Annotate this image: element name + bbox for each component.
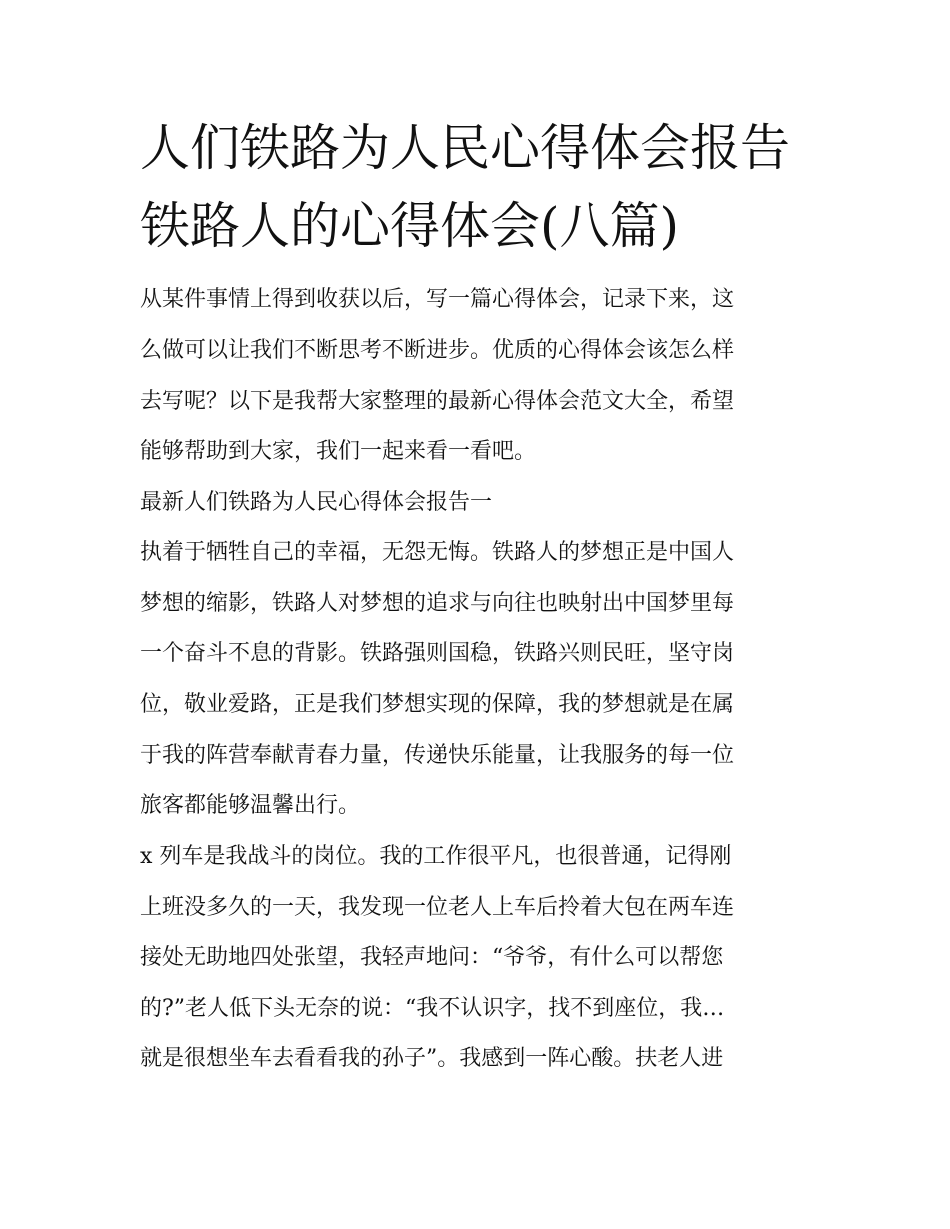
intro-line-4: 能够帮助到大家，我们一起来看一看吧。: [140, 439, 537, 464]
paragraph1-line-5: 于我的阵营奉献青春力量，传递快乐能量，让我服务的每一位: [140, 743, 735, 768]
paragraph2-line-2: 上班没多久的一天，我发现一位老人上车后拎着大包在两车连: [140, 895, 735, 920]
document-title-line-2: 铁路人的心得体会(八篇): [140, 197, 680, 255]
paragraph2-line-1: x 列车是我战斗的岗位。我的工作很平凡，也很普通，记得刚: [140, 844, 732, 869]
paragraph1-line-3: 一个奋斗不息的背影。铁路强则国稳，铁路兴则民旺，坚守岗: [140, 641, 735, 666]
paragraph2-line-5: 就是很想坐车去看看我的孙子”。我感到一阵心酸。扶老人进: [140, 1046, 724, 1071]
paragraph1-line-6: 旅客都能够温馨出行。: [140, 793, 361, 818]
section-heading: 最新人们铁路为人民心得体会报告一: [140, 490, 493, 515]
intro-line-1: 从某件事情上得到收获以后，写一篇心得体会，记录下来，这: [140, 287, 735, 312]
document-title-line-1: 人们铁路为人民心得体会报告: [140, 119, 790, 177]
intro-line-3: 去写呢？以下是我帮大家整理的最新心得体会范文大全，希望: [140, 389, 735, 414]
paragraph1-line-1: 执着于牺牲自己的幸福，无怨无悔。铁路人的梦想正是中国人: [140, 540, 735, 565]
paragraph2-line-3: 接处无助地四处张望，我轻声地问：“爷爷，有什么可以帮您: [140, 945, 724, 970]
paragraph2-line-4: 的?”老人低下头无奈的说：“我不认识字，找不到座位，我…: [140, 996, 725, 1021]
paragraph1-line-2: 梦想的缩影，铁路人对梦想的追求与向往也映射出中国梦里每: [140, 591, 735, 616]
paragraph1-line-4: 位，敬业爱路，正是我们梦想实现的保障，我的梦想就是在属: [140, 692, 735, 717]
intro-line-2: 么做可以让我们不断思考不断进步。优质的心得体会该怎么样: [140, 338, 735, 363]
